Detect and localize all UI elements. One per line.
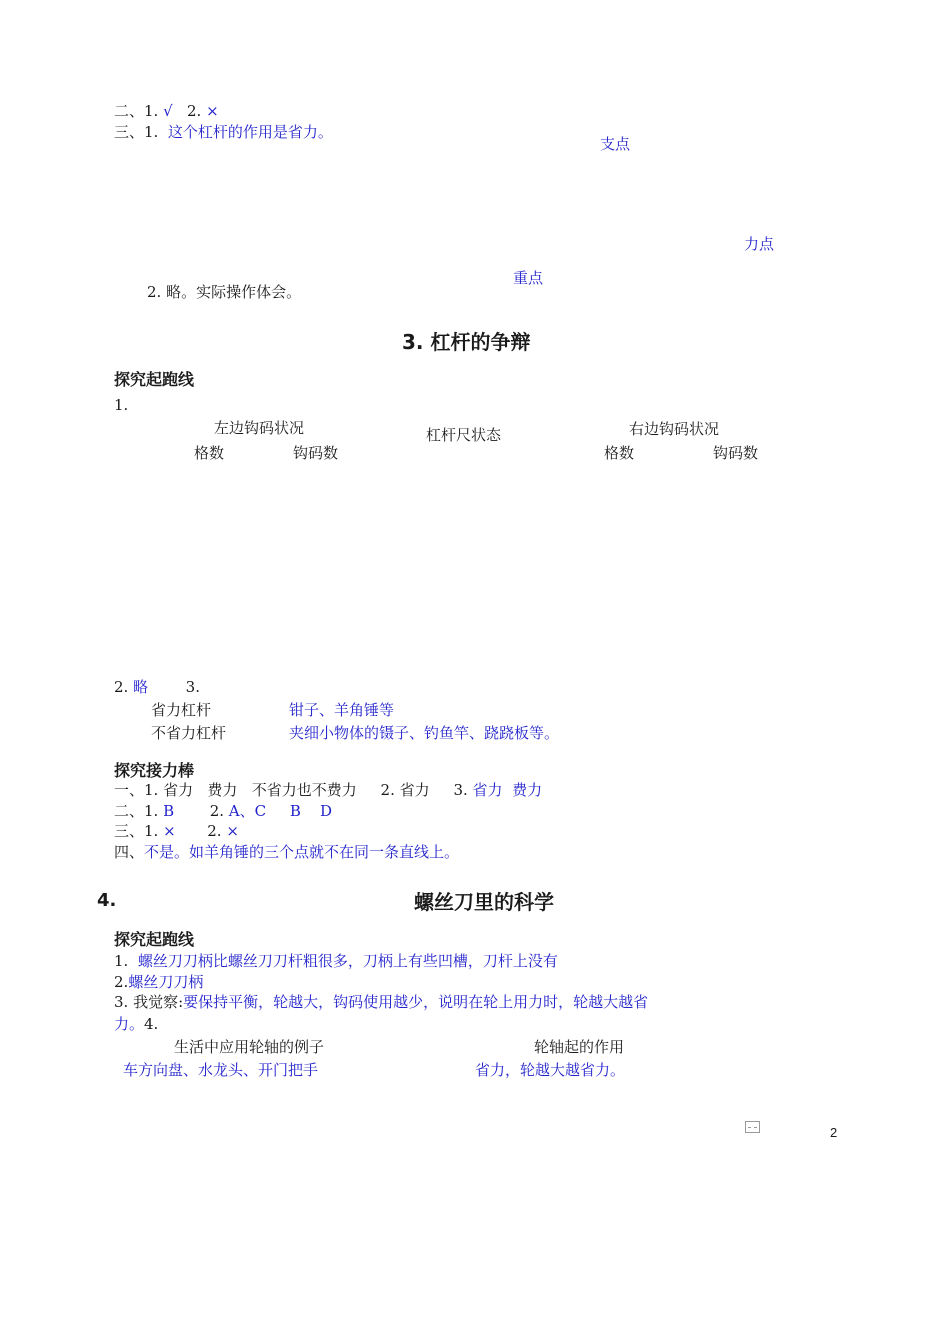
s4-col2-header: 轮轴起的作用 xyxy=(534,1038,625,1056)
relay-san-a1: × xyxy=(163,822,176,840)
q2-answer: 略 xyxy=(133,678,149,696)
lever-row2-label: 不省力杠杆 xyxy=(151,724,227,742)
section4-q2-line xyxy=(114,973,203,991)
q2-prefix: 2. xyxy=(114,678,129,696)
section4-explore-heading: 探究起跑线 xyxy=(114,930,195,949)
er-q2-prefix: 2. xyxy=(186,102,202,120)
s4-q1-answer: 螺丝刀刀柄比螺丝刀刀杆粗很多，刀柄上有些凹槽，刀杆上没有 xyxy=(137,952,558,970)
lever-row1-answer: 钳子、羊角锤等 xyxy=(289,701,395,719)
relay-san-prefix: 三、1. xyxy=(114,822,159,840)
yi-answer: 省力 费力 xyxy=(472,781,543,799)
s4-q3-answer-b: 力。 xyxy=(114,1015,145,1033)
s4-q2-prefix: 2. xyxy=(114,973,129,991)
section4-q3-cont-line xyxy=(114,1015,158,1033)
table-left-col-hooks: 钩码数 xyxy=(293,444,339,462)
yi-text: 一、1. 省力 费力 不省力也不费力 2. 省力 3. xyxy=(114,781,468,799)
san-q1-answer: 这个杠杆的作用是省力。 xyxy=(167,123,333,141)
lever-row1-label: 省力杠杆 xyxy=(151,701,212,719)
table-middle-header: 杠杆尺状态 xyxy=(426,426,502,444)
lever-row2-answer: 夹细小物体的镊子、钓鱼竿、跷跷板等。 xyxy=(289,724,560,742)
answer-er-line xyxy=(114,102,219,120)
s4-q4-prefix: 4. xyxy=(144,1015,159,1033)
relay-er-q2: 2. xyxy=(209,802,224,820)
section4-number: 4. xyxy=(97,890,117,911)
table-right-col-hooks: 钩码数 xyxy=(713,444,759,462)
table-right-header: 右边钩码状况 xyxy=(629,420,720,438)
s4-col1-answer: 车方向盘、水龙头、开门把手 xyxy=(123,1061,319,1079)
er-q2-answer: × xyxy=(206,102,219,120)
er-prefix: 二、1. xyxy=(114,102,159,120)
s4-q3-prefix: 3. 我觉察: xyxy=(114,993,184,1011)
san-prefix: 三、1. xyxy=(114,123,159,141)
relay-er-prefix: 二、1. xyxy=(114,802,159,820)
comment-marker-icon[interactable] xyxy=(745,1121,760,1133)
table-right-col-cells: 格数 xyxy=(604,444,635,462)
section4-q3-line xyxy=(114,993,648,1011)
relay-si-answer: 不是。如羊角锤的三个点就不在同一条直线上。 xyxy=(144,843,460,861)
label-load-point: 重点 xyxy=(513,269,544,287)
section3-relay-heading: 探究接力棒 xyxy=(114,761,195,780)
section3-q1: 1. xyxy=(114,396,129,414)
section3-q2-q3-line xyxy=(114,678,200,696)
relay-er-a1: B xyxy=(163,802,175,820)
section3-title: 3. 杠杆的争辩 xyxy=(402,330,531,354)
relay-san-q2: 2. xyxy=(207,822,222,840)
section4-q1-line xyxy=(114,952,558,970)
s4-col1-header: 生活中应用轮轴的例子 xyxy=(174,1038,325,1056)
label-force-point: 力点 xyxy=(744,235,775,253)
relay-er-line xyxy=(114,802,332,820)
table-left-col-cells: 格数 xyxy=(194,444,225,462)
relay-san-line xyxy=(114,822,239,840)
s4-q2-answer: 螺丝刀刀柄 xyxy=(128,973,204,991)
section3-explore-heading: 探究起跑线 xyxy=(114,370,195,389)
answer-san-line xyxy=(114,123,333,141)
section4-title: 螺丝刀里的科学 xyxy=(414,890,554,914)
s4-q1-prefix: 1. xyxy=(114,952,129,970)
relay-san-a2: × xyxy=(226,822,239,840)
s4-col2-answer: 省力，轮越大越省力。 xyxy=(475,1061,626,1079)
relay-si-prefix: 四、 xyxy=(114,843,145,861)
q3-prefix: 3. xyxy=(185,678,200,696)
san-q2-line: 2. 略。实际操作体会。 xyxy=(147,283,302,301)
page-number: 2 xyxy=(830,1125,838,1140)
table-left-header: 左边钩码状况 xyxy=(214,419,305,437)
relay-yi-line xyxy=(114,781,542,799)
relay-er-a2: A、C B D xyxy=(228,802,333,820)
s4-q3-answer-a: 要保持平衡，轮越大，钩码使用越少，说明在轮上用力时，轮越大越省 xyxy=(183,993,649,1011)
er-q1-answer: √ xyxy=(163,102,173,120)
relay-si-line xyxy=(114,843,459,861)
label-fulcrum: 支点 xyxy=(600,135,631,153)
